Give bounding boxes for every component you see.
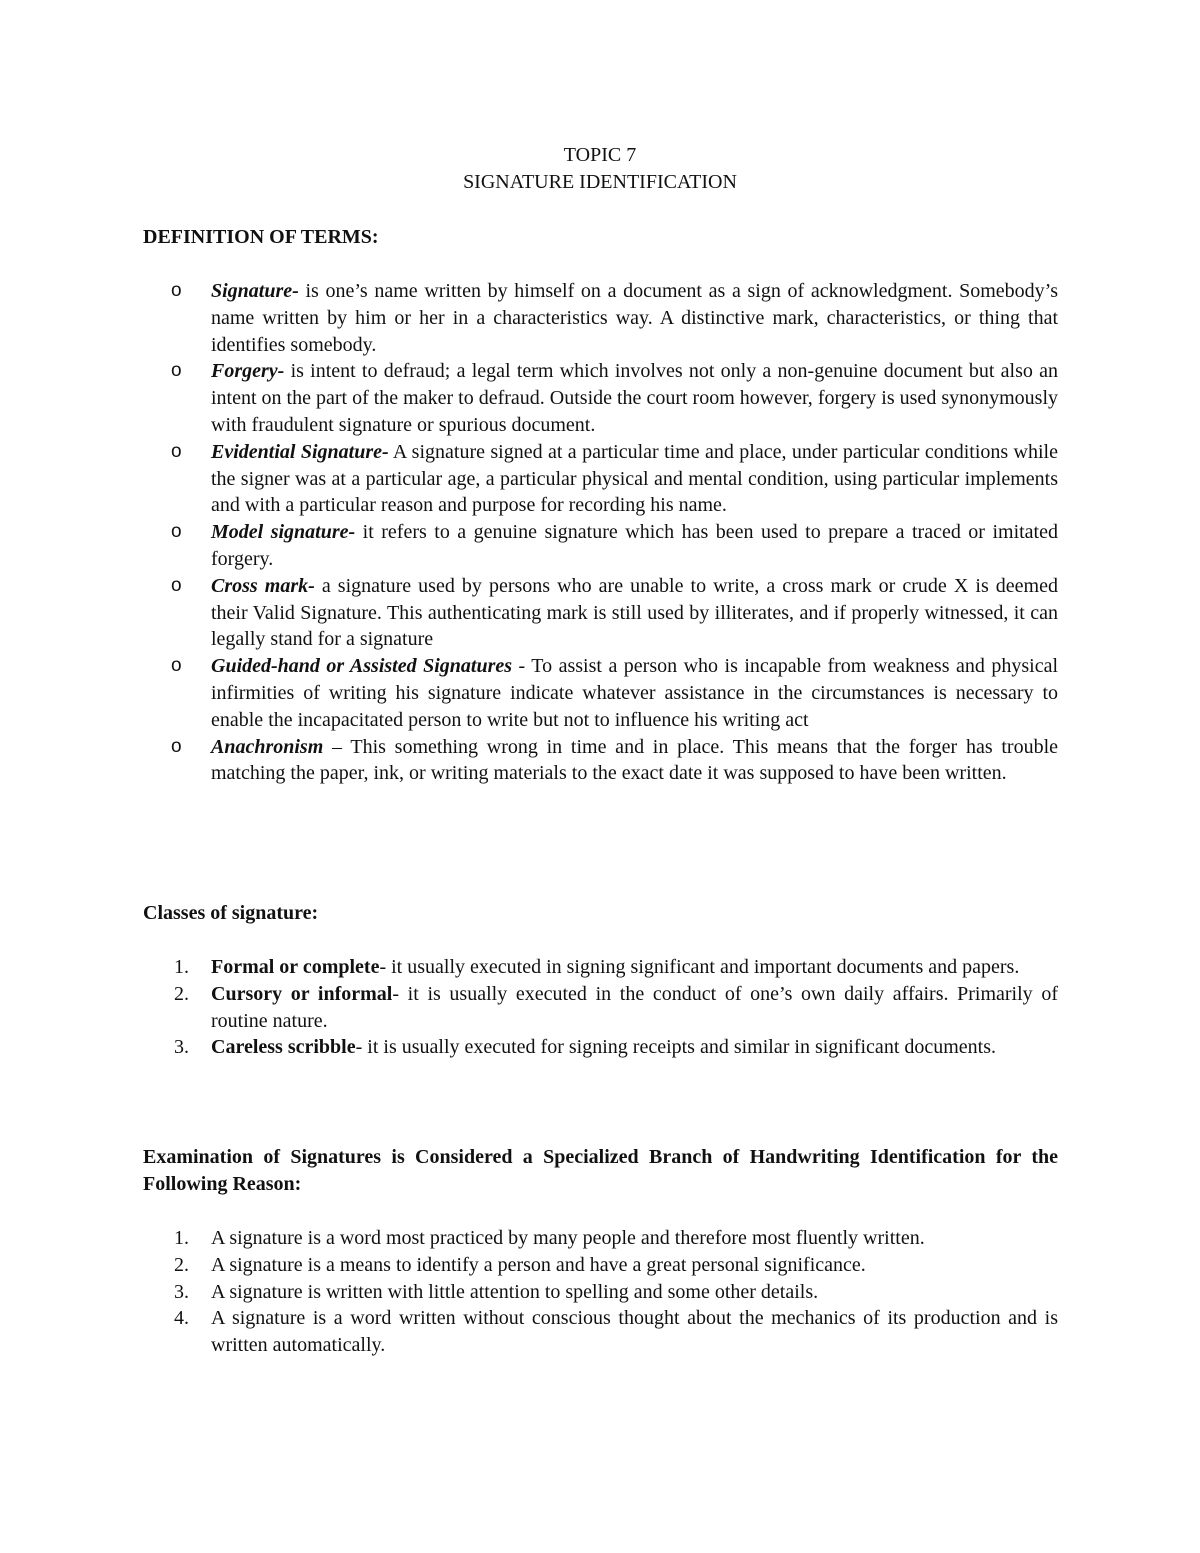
term-label: Cross mark-: [211, 574, 315, 597]
reason-text: A signature is a means to identify a person and have a great personal significance.: [211, 1253, 866, 1276]
class-description: - it usually executed in signing significant and important documents and papers.: [379, 956, 1020, 978]
list-item: [0, 653, 1200, 733]
term-label: Guided-hand or Assisted Signatures: [211, 655, 513, 678]
bullet-marker: o: [171, 735, 182, 757]
term-label: Signature-: [211, 280, 299, 302]
list-item: [0, 519, 1200, 573]
reason-text: A signature is a word most practiced by many people and therefore most fluently written.: [211, 1227, 925, 1249]
list-item: [0, 954, 1200, 981]
class-term: Careless scribble: [211, 1036, 356, 1059]
bullet-marker: o: [171, 574, 182, 596]
definitions-heading: DEFINITION OF TERMS:: [143, 226, 379, 248]
class-description: - it is usually executed in the conduct of one’s own daily affairs. Primarily of routine nature.: [211, 982, 1058, 1032]
bullet-marker: o: [171, 521, 182, 543]
list-number: 1.: [174, 1227, 189, 1249]
definitions-list: [0, 278, 1200, 787]
list-number: 1.: [174, 956, 189, 978]
class-description: - it is usually executed for signing receipts and similar in significant documents.: [355, 1036, 997, 1059]
term-label: Model signature-: [211, 521, 356, 544]
bullet-marker: o: [171, 655, 182, 677]
bullet-marker: o: [171, 280, 182, 301]
list-number: 2.: [174, 1253, 189, 1276]
term-definition: is one’s name written by himself on a document as a sign of acknowledgment. Somebody’s name written by him or her in a characteristics way. A distinctive mark, characteristics, or thing that identifies somebody.: [211, 280, 1058, 356]
term-definition: is intent to defraud; a legal term which involves not only a non-genuine document but also an intent on the part of the maker to defraud. Outside the court room however, forgery is used synonymously with fraudulent signature or spurious document.: [211, 360, 1058, 436]
bullet-marker: o: [171, 440, 182, 462]
bullet-marker: o: [171, 360, 182, 382]
term-label: Anachronism: [211, 735, 324, 758]
term-definition: a signature used by persons who are unable to write, a cross mark or crude X is deemed their Valid Signature. This authenticating mark is still used by illiterates, and if properly witnessed, it can legally stand for a signature: [211, 574, 1058, 651]
list-number: 3.: [174, 1036, 189, 1059]
term-label: Forgery-: [211, 360, 285, 383]
list-item: [0, 981, 1200, 1035]
term-definition: it refers to a genuine signature which has been used to prepare a traced or imitated forgery.: [211, 521, 1058, 570]
list-number: 3.: [174, 1280, 189, 1303]
list-item: [0, 573, 1200, 653]
classes-heading: Classes of signature:: [143, 902, 319, 924]
list-item: [0, 439, 1200, 519]
list-number: 2.: [174, 982, 189, 1005]
reason-text: A signature is written with little attention to spelling and some other details.: [211, 1280, 819, 1303]
list-item: [0, 1252, 1200, 1279]
document-title: SIGNATURE IDENTIFICATION: [463, 171, 737, 193]
list-item: [0, 1279, 1200, 1306]
examination-heading: Examination of Signatures is Considered a Specialized Branch of Handwriting Identification for the Following Reason:: [143, 1146, 1058, 1195]
list-item: [0, 1034, 1200, 1061]
list-item: [0, 1305, 1200, 1359]
list-item: [0, 358, 1200, 438]
class-term: Cursory or informal: [211, 982, 393, 1005]
examination-list: [0, 1225, 1200, 1359]
list-item: [0, 734, 1200, 788]
term-definition: A signature signed at a particular time and place, under particular conditions while the signer was at a particular age, a particular physical and mental condition, using particular implements and with a particular reason and purpose for recording his name.: [211, 440, 1058, 517]
classes-list: [0, 954, 1200, 1061]
list-item: [0, 278, 1200, 358]
term-definition: – This something wrong in time and in place. This means that the forger has trouble matching the paper, ink, or writing materials to the exact date it was supposed to have been written.: [211, 735, 1058, 785]
term-definition: - To assist a person who is incapable from weakness and physical infirmities of writing his signature indicate whatever assistance in the circumstances is necessary to enable the incapacitated person to write but not to influence his writing act: [211, 655, 1058, 731]
list-item: [0, 1225, 1200, 1252]
topic-number: TOPIC 7: [563, 144, 637, 166]
term-label: Evidential Signature-: [211, 440, 389, 463]
class-term: Formal or complete: [211, 956, 380, 978]
list-number: 4.: [174, 1307, 189, 1330]
reason-text: A signature is a word written without conscious thought about the mechanics of its production and is written automatically.: [211, 1307, 1058, 1357]
